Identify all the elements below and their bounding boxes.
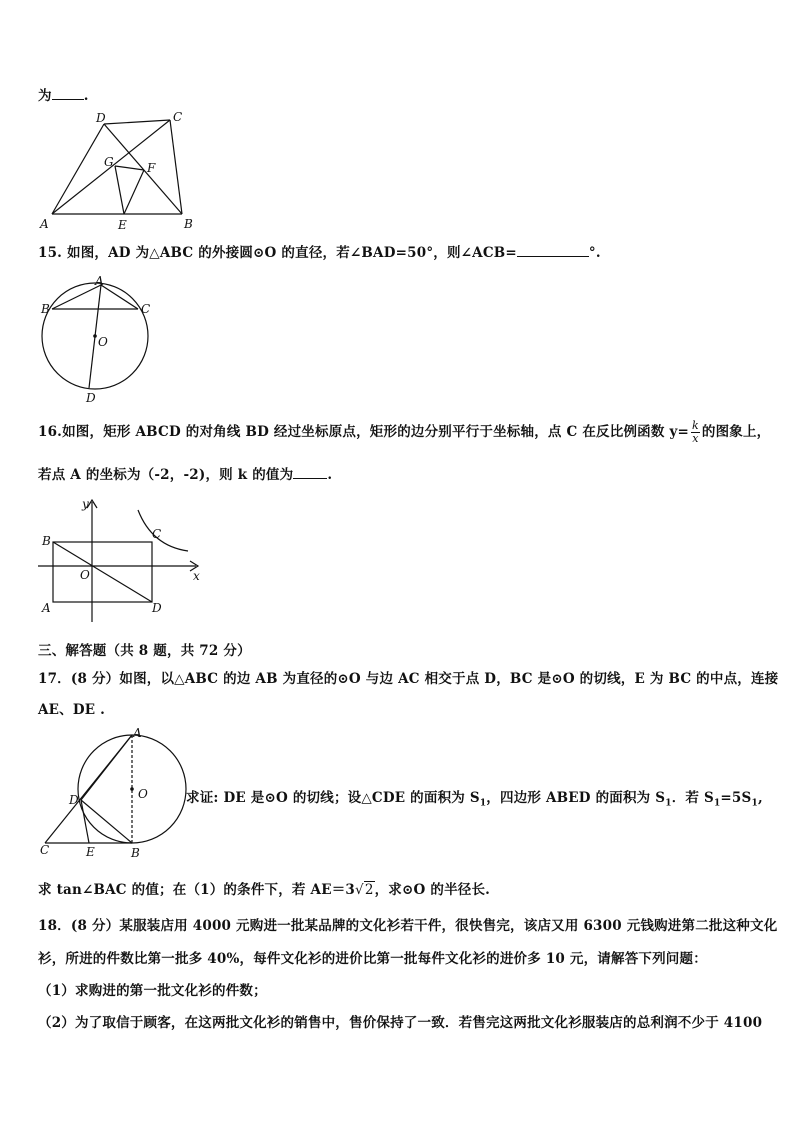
q16-line1-pre: 如图，矩形 ABCD 的对角线 BD 经过坐标原点，矩形的边分别平行于坐标轴，点 C 在反比例函数 y= <box>62 424 689 440</box>
fig16-label-b: B <box>42 534 51 548</box>
q14-tail-text: 为 <box>38 88 52 104</box>
q17-side-mid: ，四边形 ABED 的面积为 S <box>486 790 666 806</box>
q17-sub-1c: 1 <box>713 798 721 809</box>
fig14-label-d: D <box>96 111 106 125</box>
q17-sqrt-value: 2 <box>364 882 374 898</box>
q15-body: 如图，AD 为△ABC 的外接圆⊙O 的直径，若∠BAD=50°，则∠ACB= <box>67 245 517 261</box>
q17-side-eq: =5S <box>720 790 752 806</box>
q17-line4-post: ，求⊙O 的半径长. <box>374 882 491 898</box>
q16-number: 16. <box>38 424 63 440</box>
q16-frac-num: k <box>692 419 699 432</box>
fig15-label-b: B <box>41 302 50 316</box>
fig16-label-d: D <box>152 601 162 615</box>
section-3-title: 三、解答题（共 8 题，共 72 分） <box>38 643 251 659</box>
q17-sqrt: √2 <box>355 882 374 898</box>
q17-side-post: ．若 S <box>671 790 714 806</box>
fig17-label-b: B <box>131 846 140 860</box>
q17-line4-pre: 求 tan∠BAC 的值；在（1）的条件下，若 AE＝3 <box>38 882 355 898</box>
q14-tail-end: . <box>83 88 89 104</box>
fig16-label-a: A <box>42 601 51 615</box>
q17-sub-1b: 1 <box>665 798 672 809</box>
q17-line-1: 17．(8 分）如图，以△ABC 的边 AB 为直径的⊙O 与边 AC 相交于点 D，BC 是⊙O 的切线，E 为 BC 的中点，连接 <box>38 671 779 687</box>
q15-number: 15. <box>38 245 63 261</box>
fig15-label-o: O <box>98 335 108 349</box>
q17-side-text <box>186 786 763 809</box>
q18-item-2: （2）为了取信于顾客，在这两批文化衫的销售中，售价保持了一致．若售完这两批文化衫服装店的总利润不少于 4100 <box>38 1015 763 1031</box>
fig16-label-c: C <box>152 527 162 541</box>
fig17-label-c: C <box>40 843 50 857</box>
fig14-label-b: B <box>184 217 193 231</box>
q16-line2-end: . <box>327 467 333 483</box>
q18-line-1: 18．(8 分）某服装店用 4000 元购进一批某品牌的文化衫若干件，很快售完，该店又用 6300 元钱购进第二批这种文化 <box>38 918 778 934</box>
fig16-label-x: x <box>193 569 200 583</box>
fig15-label-c: C <box>141 302 151 316</box>
fig17-label-d: D <box>69 793 79 807</box>
fig17-label-o: O <box>138 787 148 801</box>
q15-end: °. <box>588 245 601 261</box>
fig16-label-y: y <box>82 497 89 511</box>
q17-side-pre: 求证: DE 是⊙O 的切线；设△CDE 的面积为 S <box>186 790 480 806</box>
fig15-label-a: A <box>95 274 104 288</box>
q17-line-2: AE、DE . <box>38 702 106 718</box>
fig17-label-a: A <box>133 726 142 740</box>
q16-line2-text: 若点 A 的坐标为（-2，-2)，则 k 的值为 <box>38 467 294 483</box>
fig17-label-e: E <box>86 845 95 859</box>
fig14-label-a: A <box>40 217 49 231</box>
fig14-label-g: G <box>104 155 114 169</box>
fig14-label-e: E <box>118 218 127 232</box>
q17-line-4 <box>38 878 490 898</box>
q18-line-2: 衫，所进的件数比第一批多 40%，每件文化衫的进价比第一批每件文化衫的进价多 10 元，请解答下列问题： <box>38 951 707 967</box>
q17-sub-1a: 1 <box>479 798 487 809</box>
fig14-label-f: F <box>147 161 156 175</box>
q16-line1-post: 的图象上， <box>701 424 771 440</box>
q17-side-end: , <box>757 790 763 806</box>
q16-frac-den: x <box>692 432 699 445</box>
fig15-label-d: D <box>86 391 96 405</box>
fig14-label-c: C <box>173 110 183 124</box>
q17-sub-1d: 1 <box>751 798 758 809</box>
fig16-label-o: O <box>80 568 90 582</box>
q18-item-1: （1）求购进的第一批文化衫的件数； <box>38 983 267 999</box>
